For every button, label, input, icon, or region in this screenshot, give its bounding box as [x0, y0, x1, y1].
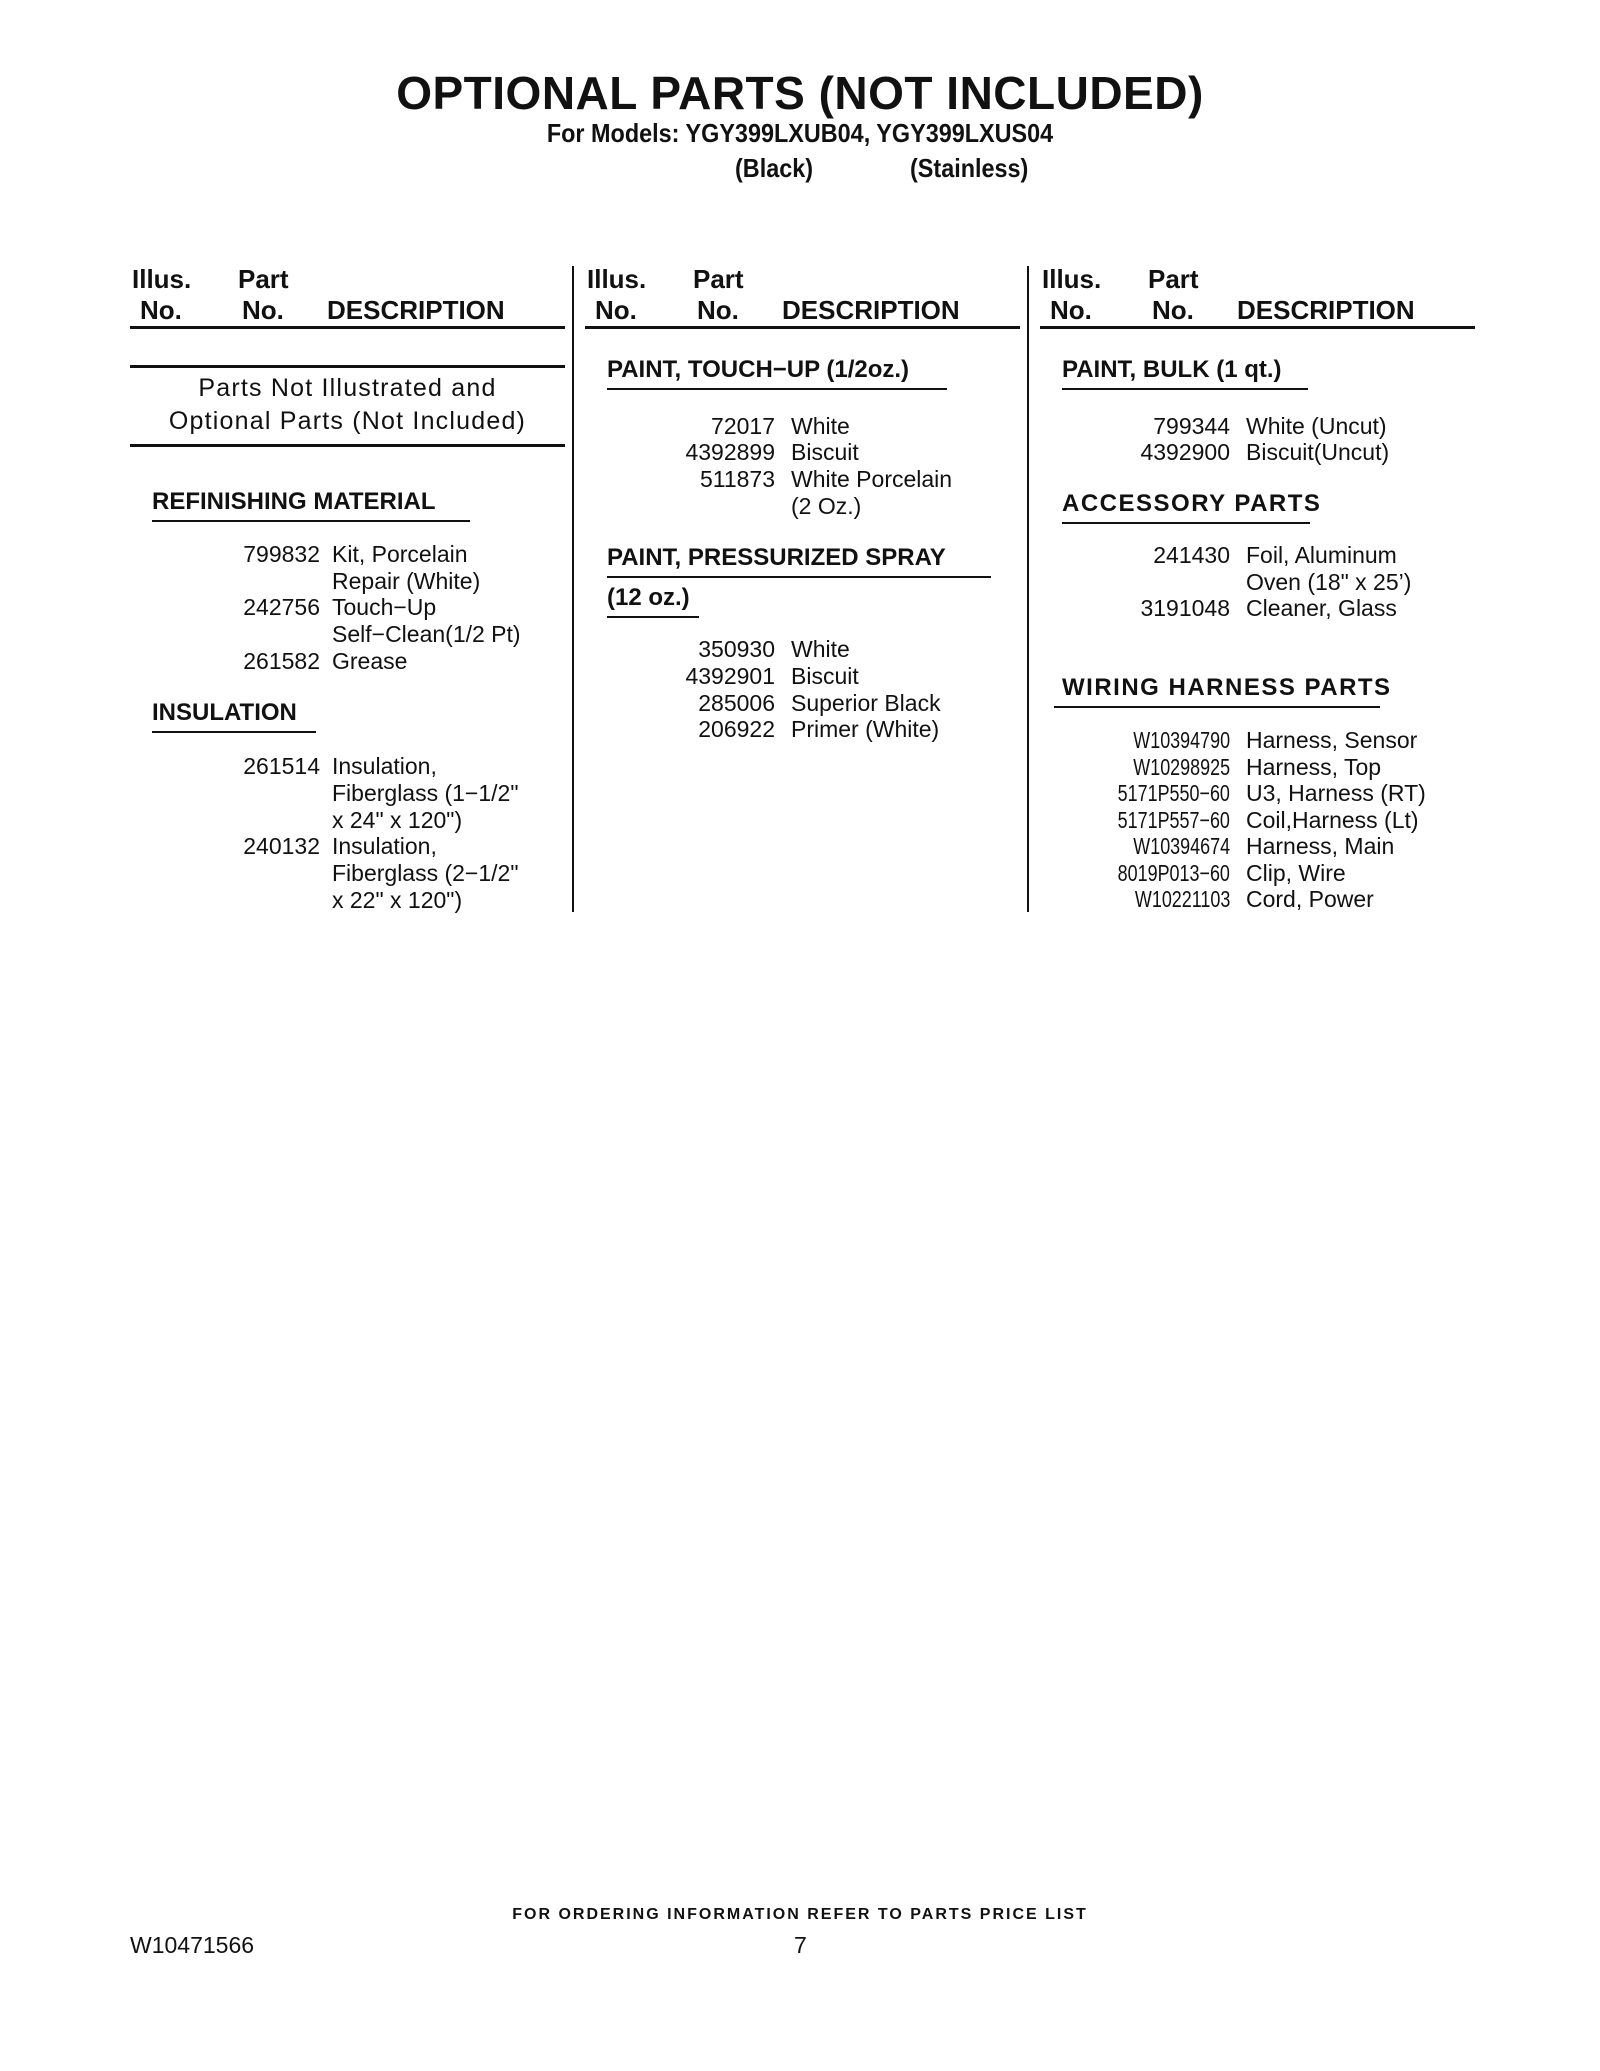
part-description: Cord, Power [1246, 886, 1374, 912]
part-description: Biscuit [791, 663, 859, 689]
section-insulation-title: INSULATION [152, 699, 316, 733]
part-description: Harness, Sensor [1246, 727, 1418, 753]
part-description: Cleaner, Glass [1246, 595, 1397, 621]
header-rule [130, 326, 565, 329]
header-illus: Illus. [132, 264, 192, 294]
model-variants [735, 153, 1029, 184]
part-description: Insulation, Fiberglass (2−1/2" x 22" x 120") [332, 833, 519, 913]
part-description: Grease [332, 648, 408, 674]
header-illus: Illus. [587, 264, 647, 294]
section-underline [1054, 706, 1380, 708]
section-bulk-title: PAINT, BULK (1 qt.) [1062, 356, 1308, 390]
header-illus: Illus. [1042, 264, 1102, 294]
part-description: Coil,Harness (Lt) [1246, 807, 1419, 833]
part-description: White Porcelain (2 Oz.) [791, 466, 953, 519]
model-list: For Models: YGY399LXUB04, YGY399LXUS04 [546, 118, 1054, 148]
section-underline [607, 616, 699, 618]
part-description: Biscuit(Uncut) [1246, 439, 1390, 465]
part-description: Foil, Aluminum Oven (18" x 25’) [1246, 542, 1412, 595]
part-description: Superior Black [791, 690, 941, 716]
notice-line-2: Optional Parts (Not Included) [168, 407, 527, 435]
part-number: 799344 [1153, 413, 1230, 439]
part-description: Clip, Wire [1246, 860, 1346, 886]
section-accessory-title: ACCESSORY PARTS [1062, 490, 1321, 524]
header-part: Part [238, 264, 289, 294]
column-3-header [1040, 264, 1475, 329]
part-number: W10298925 [1133, 754, 1230, 780]
column-2-header [585, 264, 1020, 329]
part-number: 350930 [698, 636, 775, 662]
part-number: W10394790 [1133, 727, 1230, 753]
document-number: W10471566 [130, 1932, 255, 1958]
part-description: White [791, 636, 850, 662]
section-underline [607, 388, 947, 390]
part-number: 8019P013−60 [1117, 860, 1230, 886]
part-number: W10221103 [1134, 886, 1230, 912]
column-divider [1027, 266, 1029, 912]
part-description: U3, Harness (RT) [1246, 780, 1426, 806]
variant-black: (Black) [735, 153, 814, 183]
page-number: 7 [794, 1932, 807, 1958]
not-illustrated-notice [130, 365, 565, 447]
header-part-no: No. [697, 295, 739, 325]
section-underline [1062, 388, 1308, 390]
header-part-no: No. [1152, 295, 1194, 325]
header-description: DESCRIPTION [1237, 295, 1415, 325]
part-description: Harness, Top [1246, 754, 1382, 780]
part-description: White [791, 413, 850, 439]
ordering-footer: FOR ORDERING INFORMATION REFER TO PARTS PRICE LIST [512, 1906, 1088, 1923]
notice-rule [130, 444, 565, 447]
part-description: Kit, Porcelain Repair (White) [332, 541, 481, 594]
header-illus-no: No. [140, 295, 182, 325]
page-title: OPTIONAL PARTS (NOT INCLUDED) [396, 67, 1204, 119]
section-underline [152, 520, 470, 522]
header-part: Part [1148, 264, 1199, 294]
section-underline [152, 731, 316, 733]
header-rule [585, 326, 1020, 329]
part-number: 4392900 [1140, 439, 1230, 465]
variant-stainless: (Stainless) [910, 153, 1029, 183]
header-description: DESCRIPTION [327, 295, 505, 325]
part-number: 206922 [698, 716, 775, 742]
part-number: 285006 [698, 690, 775, 716]
section-spray-title: PAINT, PRESSURIZED SPRAY (12 oz.) [607, 544, 991, 618]
part-description: Harness, Main [1246, 833, 1395, 859]
section-wiring-title: WIRING HARNESS PARTS [1062, 674, 1392, 708]
part-description: Biscuit [791, 439, 859, 465]
part-number: 4392899 [685, 439, 775, 465]
section-underline [1062, 522, 1310, 524]
part-number: 261514 [243, 753, 320, 779]
section-refinishing-title: REFINISHING MATERIAL [152, 488, 470, 522]
part-number: 261582 [243, 648, 320, 674]
part-description: Insulation, Fiberglass (1−1/2" x 24" x 120") [332, 753, 519, 833]
section-touchup-title: PAINT, TOUCH−UP (1/2oz.) [607, 356, 947, 390]
header-description: DESCRIPTION [782, 295, 960, 325]
part-number: W10394674 [1133, 833, 1230, 859]
notice-line-1: Parts Not Illustrated and [198, 374, 497, 402]
part-number: 241430 [1153, 542, 1230, 568]
header-part-no: No. [242, 295, 284, 325]
section-underline [607, 576, 991, 578]
part-description: Touch−Up Self−Clean(1/2 Pt) [332, 594, 521, 647]
header-part: Part [693, 264, 744, 294]
part-number: 5171P550−60 [1117, 780, 1230, 806]
header-rule [1040, 326, 1475, 329]
column-1-header [130, 264, 565, 329]
header-illus-no: No. [1050, 295, 1092, 325]
column-divider [572, 266, 574, 912]
part-description: Primer (White) [791, 716, 940, 742]
part-number: 3191048 [1140, 595, 1230, 621]
part-description: White (Uncut) [1246, 413, 1387, 439]
header-illus-no: No. [595, 295, 637, 325]
part-number: 5171P557−60 [1117, 807, 1230, 833]
part-number: 4392901 [685, 663, 775, 689]
part-number: 242756 [243, 594, 320, 620]
part-number: 240132 [243, 833, 320, 859]
part-number: 72017 [711, 413, 775, 439]
part-number: 799832 [243, 541, 320, 567]
part-number: 511873 [699, 466, 775, 492]
